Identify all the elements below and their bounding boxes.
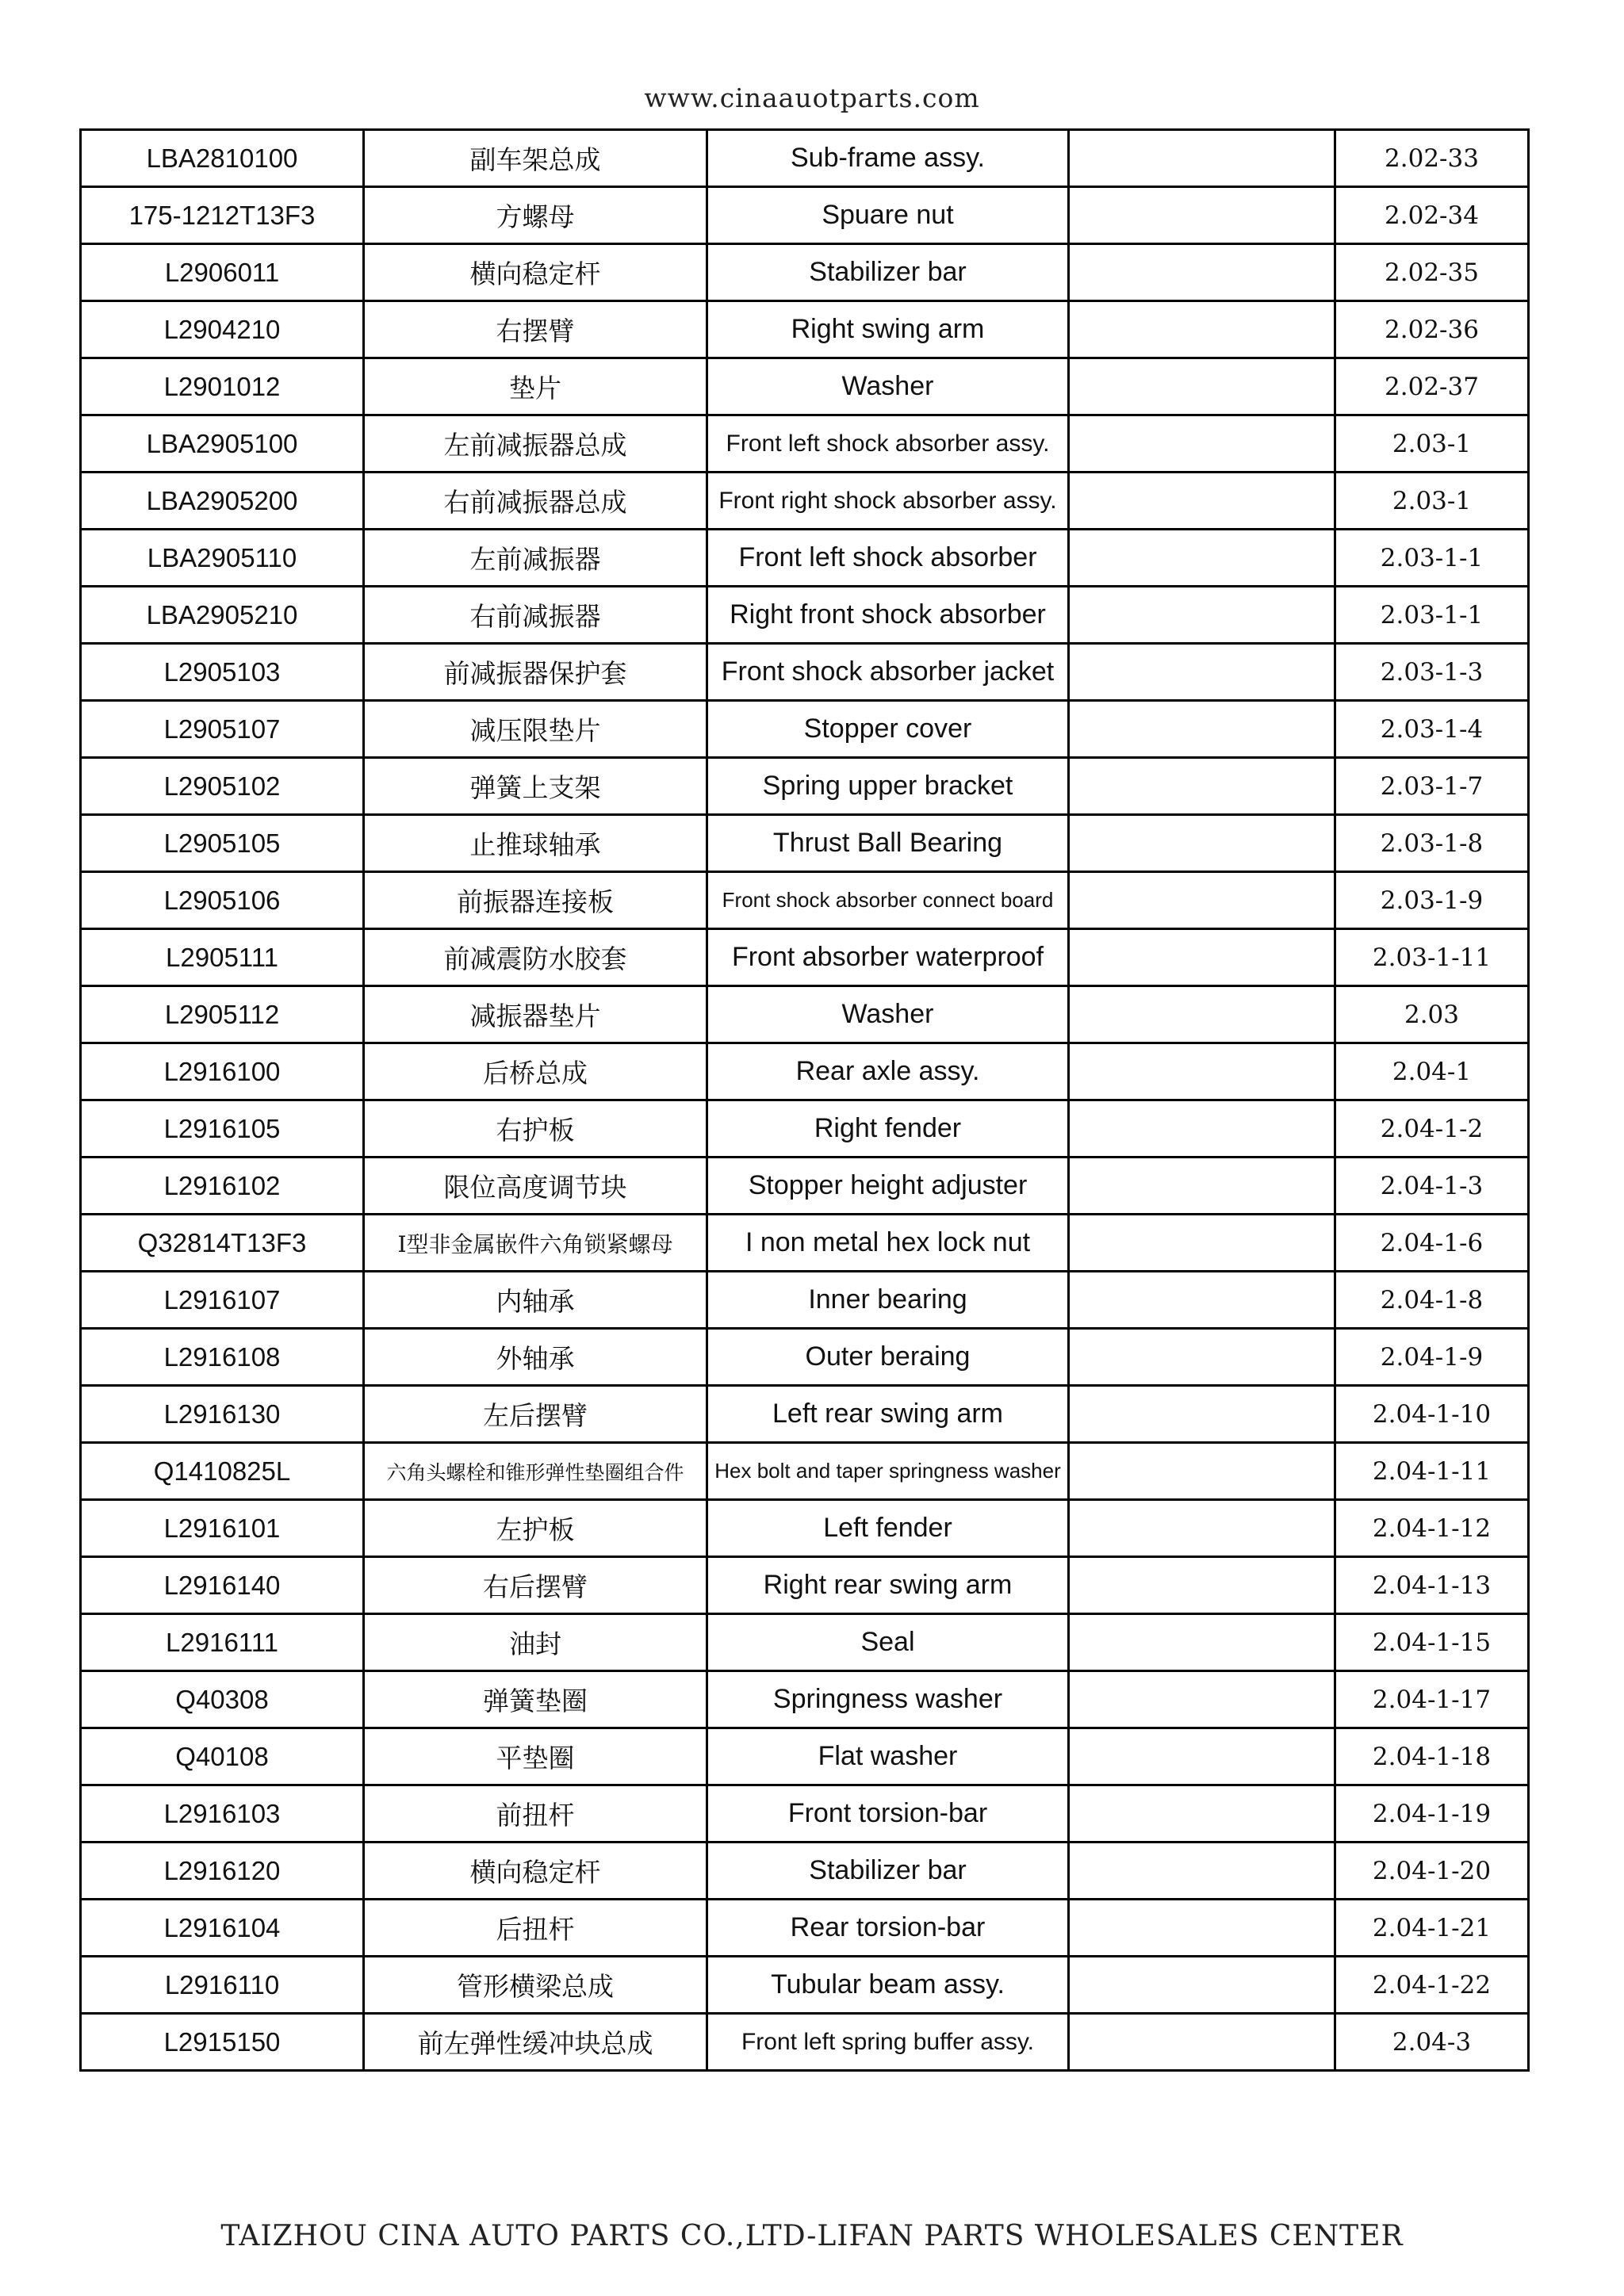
chinese-name-cell: 横向稳定杆	[364, 1843, 707, 1900]
chinese-name-cell: 油封	[364, 1614, 707, 1671]
table-row	[81, 1671, 1529, 1728]
part-code-cell: Q32814T13F3	[81, 1215, 364, 1272]
table-row	[81, 1900, 1529, 1957]
table-row	[81, 758, 1529, 815]
empty-cell	[1069, 1557, 1335, 1614]
part-code-cell: L2916108	[81, 1329, 364, 1386]
part-code-cell: L2904210	[81, 301, 364, 358]
empty-cell	[1069, 1215, 1335, 1272]
table-row	[81, 1100, 1529, 1158]
reference-number-cell: 2.04-1-12	[1335, 1500, 1529, 1557]
english-name-cell: Springness washer	[707, 1671, 1069, 1728]
chinese-name-cell: 后桥总成	[364, 1043, 707, 1100]
part-code-cell: L2905107	[81, 701, 364, 758]
english-name-cell: Front left shock absorber assy.	[707, 415, 1069, 473]
part-code-cell: L2916104	[81, 1900, 364, 1957]
reference-number-cell: 2.03-1-1	[1335, 587, 1529, 644]
reference-number-cell: 2.04-1-22	[1335, 1957, 1529, 2014]
table-row	[81, 1272, 1529, 1329]
english-name-cell: Flat washer	[707, 1728, 1069, 1785]
english-name-cell: Stabilizer bar	[707, 244, 1069, 301]
table-row	[81, 1386, 1529, 1443]
chinese-name-cell: 内轴承	[364, 1272, 707, 1329]
header-url: www.cinaauotparts.com	[644, 82, 980, 113]
empty-cell	[1069, 244, 1335, 301]
chinese-name-cell: 右护板	[364, 1100, 707, 1158]
english-name-cell: Hex bolt and taper springness washer	[707, 1443, 1069, 1500]
part-code-cell: Q40108	[81, 1728, 364, 1785]
english-name-cell: Left fender	[707, 1500, 1069, 1557]
empty-cell	[1069, 701, 1335, 758]
chinese-name-cell: 垫片	[364, 358, 707, 415]
part-code-cell: L2906011	[81, 244, 364, 301]
reference-number-cell: 2.04-1-11	[1335, 1443, 1529, 1500]
table-row	[81, 929, 1529, 986]
reference-number-cell: 2.04-1-19	[1335, 1785, 1529, 1843]
reference-number-cell: 2.03-1-3	[1335, 644, 1529, 701]
table-row	[81, 530, 1529, 587]
empty-cell	[1069, 530, 1335, 587]
table-row	[81, 587, 1529, 644]
table-row	[81, 1500, 1529, 1557]
english-name-cell: Right fender	[707, 1100, 1069, 1158]
reference-number-cell: 2.03-1-4	[1335, 701, 1529, 758]
empty-cell	[1069, 301, 1335, 358]
reference-number-cell: 2.03-1	[1335, 415, 1529, 473]
part-code-cell: Q1410825L	[81, 1443, 364, 1500]
reference-number-cell: 2.04-1-3	[1335, 1158, 1529, 1215]
reference-number-cell: 2.02-37	[1335, 358, 1529, 415]
chinese-name-cell: 减振器垫片	[364, 986, 707, 1043]
empty-cell	[1069, 1100, 1335, 1158]
english-name-cell: Front right shock absorber assy.	[707, 473, 1069, 530]
english-name-cell: Spring upper bracket	[707, 758, 1069, 815]
reference-number-cell: 2.04-1-10	[1335, 1386, 1529, 1443]
empty-cell	[1069, 872, 1335, 929]
chinese-name-cell: 减压限垫片	[364, 701, 707, 758]
part-code-cell: L2916140	[81, 1557, 364, 1614]
english-name-cell: Stopper cover	[707, 701, 1069, 758]
reference-number-cell: 2.04-1	[1335, 1043, 1529, 1100]
table-row	[81, 1728, 1529, 1785]
reference-number-cell: 2.04-1-21	[1335, 1900, 1529, 1957]
parts-table-body	[81, 130, 1529, 2071]
empty-cell	[1069, 1043, 1335, 1100]
part-code-cell: L2905112	[81, 986, 364, 1043]
chinese-name-cell: 右前减振器总成	[364, 473, 707, 530]
reference-number-cell: 2.03-1	[1335, 473, 1529, 530]
part-code-cell: L2916120	[81, 1843, 364, 1900]
chinese-name-cell: 前扭杆	[364, 1785, 707, 1843]
chinese-name-cell: 六角头螺栓和锥形弹性垫圈组合件	[364, 1443, 707, 1500]
english-name-cell: Spuare nut	[707, 187, 1069, 244]
table-row	[81, 815, 1529, 872]
part-code-cell: LBA2810100	[81, 130, 364, 187]
english-name-cell: Right swing arm	[707, 301, 1069, 358]
table-row	[81, 1215, 1529, 1272]
english-name-cell: Stabilizer bar	[707, 1843, 1069, 1900]
reference-number-cell: 2.03-1-7	[1335, 758, 1529, 815]
empty-cell	[1069, 1158, 1335, 1215]
chinese-name-cell: 后扭杆	[364, 1900, 707, 1957]
empty-cell	[1069, 644, 1335, 701]
english-name-cell: Rear axle assy.	[707, 1043, 1069, 1100]
table-row	[81, 130, 1529, 187]
footer-company: TAIZHOU CINA AUTO PARTS CO.,LTD-LIFAN PARTS WHOLESALES CENTER	[220, 2220, 1404, 2252]
table-row	[81, 301, 1529, 358]
part-code-cell: L2915150	[81, 2014, 364, 2071]
table-row	[81, 2014, 1529, 2071]
part-code-cell: L2905102	[81, 758, 364, 815]
empty-cell	[1069, 2014, 1335, 2071]
empty-cell	[1069, 187, 1335, 244]
chinese-name-cell: 副车架总成	[364, 130, 707, 187]
english-name-cell: Right front shock absorber	[707, 587, 1069, 644]
empty-cell	[1069, 1843, 1335, 1900]
chinese-name-cell: 方螺母	[364, 187, 707, 244]
table-row	[81, 1785, 1529, 1843]
chinese-name-cell: 前振器连接板	[364, 872, 707, 929]
reference-number-cell: 2.04-1-13	[1335, 1557, 1529, 1614]
empty-cell	[1069, 473, 1335, 530]
chinese-name-cell: 前减震防水胶套	[364, 929, 707, 986]
chinese-name-cell: 右摆臂	[364, 301, 707, 358]
part-code-cell: LBA2905210	[81, 587, 364, 644]
part-code-cell: L2916103	[81, 1785, 364, 1843]
english-name-cell: Thrust Ball Bearing	[707, 815, 1069, 872]
table-row	[81, 872, 1529, 929]
table-row	[81, 1443, 1529, 1500]
part-code-cell: L2916100	[81, 1043, 364, 1100]
part-code-cell: L2901012	[81, 358, 364, 415]
part-code-cell: L2905105	[81, 815, 364, 872]
english-name-cell: Front left shock absorber	[707, 530, 1069, 587]
reference-number-cell: 2.03-1-1	[1335, 530, 1529, 587]
table-row	[81, 244, 1529, 301]
table-row	[81, 986, 1529, 1043]
table-row	[81, 187, 1529, 244]
table-row	[81, 1043, 1529, 1100]
reference-number-cell: 2.02-34	[1335, 187, 1529, 244]
chinese-name-cell: 弹簧上支架	[364, 758, 707, 815]
english-name-cell: Tubular beam assy.	[707, 1957, 1069, 2014]
empty-cell	[1069, 587, 1335, 644]
english-name-cell: Washer	[707, 986, 1069, 1043]
english-name-cell: Front shock absorber connect board	[707, 872, 1069, 929]
reference-number-cell: 2.04-1-6	[1335, 1215, 1529, 1272]
part-code-cell: L2916105	[81, 1100, 364, 1158]
english-name-cell: Front shock absorber jacket	[707, 644, 1069, 701]
chinese-name-cell: 左后摆臂	[364, 1386, 707, 1443]
empty-cell	[1069, 1728, 1335, 1785]
chinese-name-cell: 左前减振器	[364, 530, 707, 587]
table-row	[81, 415, 1529, 473]
reference-number-cell: 2.02-35	[1335, 244, 1529, 301]
english-name-cell: Outer beraing	[707, 1329, 1069, 1386]
english-name-cell: Left rear swing arm	[707, 1386, 1069, 1443]
empty-cell	[1069, 358, 1335, 415]
reference-number-cell: 2.03	[1335, 986, 1529, 1043]
part-code-cell: LBA2905100	[81, 415, 364, 473]
empty-cell	[1069, 415, 1335, 473]
english-name-cell: Stopper height adjuster	[707, 1158, 1069, 1215]
chinese-name-cell: 管形横梁总成	[364, 1957, 707, 2014]
english-name-cell: Washer	[707, 358, 1069, 415]
reference-number-cell: 2.02-36	[1335, 301, 1529, 358]
part-code-cell: Q40308	[81, 1671, 364, 1728]
empty-cell	[1069, 1671, 1335, 1728]
english-name-cell: Sub-frame assy.	[707, 130, 1069, 187]
table-row	[81, 1329, 1529, 1386]
reference-number-cell: 2.04-1-20	[1335, 1843, 1529, 1900]
english-name-cell: Rear torsion-bar	[707, 1900, 1069, 1957]
reference-number-cell: 2.04-1-8	[1335, 1272, 1529, 1329]
english-name-cell: Inner bearing	[707, 1272, 1069, 1329]
table-row	[81, 1158, 1529, 1215]
part-code-cell: L2916102	[81, 1158, 364, 1215]
part-code-cell: L2916111	[81, 1614, 364, 1671]
reference-number-cell: 2.03-1-11	[1335, 929, 1529, 986]
table-row	[81, 644, 1529, 701]
table-row	[81, 1614, 1529, 1671]
chinese-name-cell: 止推球轴承	[364, 815, 707, 872]
chinese-name-cell: 右前减振器	[364, 587, 707, 644]
english-name-cell: Front left spring buffer assy.	[707, 2014, 1069, 2071]
part-code-cell: L2905106	[81, 872, 364, 929]
english-name-cell: Front absorber waterproof	[707, 929, 1069, 986]
table-row	[81, 701, 1529, 758]
chinese-name-cell: 横向稳定杆	[364, 244, 707, 301]
reference-number-cell: 2.04-3	[1335, 2014, 1529, 2071]
empty-cell	[1069, 1386, 1335, 1443]
part-code-cell: LBA2905200	[81, 473, 364, 530]
parts-table	[79, 128, 1530, 2072]
english-name-cell: Front torsion-bar	[707, 1785, 1069, 1843]
reference-number-cell: 2.04-1-17	[1335, 1671, 1529, 1728]
part-code-cell: LBA2905110	[81, 530, 364, 587]
english-name-cell: Seal	[707, 1614, 1069, 1671]
chinese-name-cell: 弹簧垫圈	[364, 1671, 707, 1728]
chinese-name-cell: 前减振器保护套	[364, 644, 707, 701]
table-row	[81, 358, 1529, 415]
chinese-name-cell: I型非金属嵌件六角锁紧螺母	[364, 1215, 707, 1272]
empty-cell	[1069, 1272, 1335, 1329]
reference-number-cell: 2.04-1-2	[1335, 1100, 1529, 1158]
reference-number-cell: 2.03-1-8	[1335, 815, 1529, 872]
chinese-name-cell: 左护板	[364, 1500, 707, 1557]
part-code-cell: L2916130	[81, 1386, 364, 1443]
chinese-name-cell: 右后摆臂	[364, 1557, 707, 1614]
empty-cell	[1069, 1900, 1335, 1957]
chinese-name-cell: 前左弹性缓冲块总成	[364, 2014, 707, 2071]
part-code-cell: L2916107	[81, 1272, 364, 1329]
empty-cell	[1069, 758, 1335, 815]
table-row	[81, 1843, 1529, 1900]
table-row	[81, 1557, 1529, 1614]
reference-number-cell: 2.04-1-15	[1335, 1614, 1529, 1671]
part-code-cell: L2916110	[81, 1957, 364, 2014]
reference-number-cell: 2.04-1-18	[1335, 1728, 1529, 1785]
chinese-name-cell: 外轴承	[364, 1329, 707, 1386]
part-code-cell: L2916101	[81, 1500, 364, 1557]
part-code-cell: L2905103	[81, 644, 364, 701]
part-code-cell: 175-1212T13F3	[81, 187, 364, 244]
chinese-name-cell: 左前减振器总成	[364, 415, 707, 473]
empty-cell	[1069, 1500, 1335, 1557]
empty-cell	[1069, 1785, 1335, 1843]
empty-cell	[1069, 986, 1335, 1043]
empty-cell	[1069, 1957, 1335, 2014]
english-name-cell: I non metal hex lock nut	[707, 1215, 1069, 1272]
table-row	[81, 1957, 1529, 2014]
part-code-cell: L2905111	[81, 929, 364, 986]
empty-cell	[1069, 130, 1335, 187]
table-row	[81, 473, 1529, 530]
reference-number-cell: 2.02-33	[1335, 130, 1529, 187]
empty-cell	[1069, 1614, 1335, 1671]
chinese-name-cell: 限位高度调节块	[364, 1158, 707, 1215]
chinese-name-cell: 平垫圈	[364, 1728, 707, 1785]
empty-cell	[1069, 1329, 1335, 1386]
english-name-cell: Right rear swing arm	[707, 1557, 1069, 1614]
empty-cell	[1069, 929, 1335, 986]
reference-number-cell: 2.04-1-9	[1335, 1329, 1529, 1386]
reference-number-cell: 2.03-1-9	[1335, 872, 1529, 929]
empty-cell	[1069, 815, 1335, 872]
empty-cell	[1069, 1443, 1335, 1500]
